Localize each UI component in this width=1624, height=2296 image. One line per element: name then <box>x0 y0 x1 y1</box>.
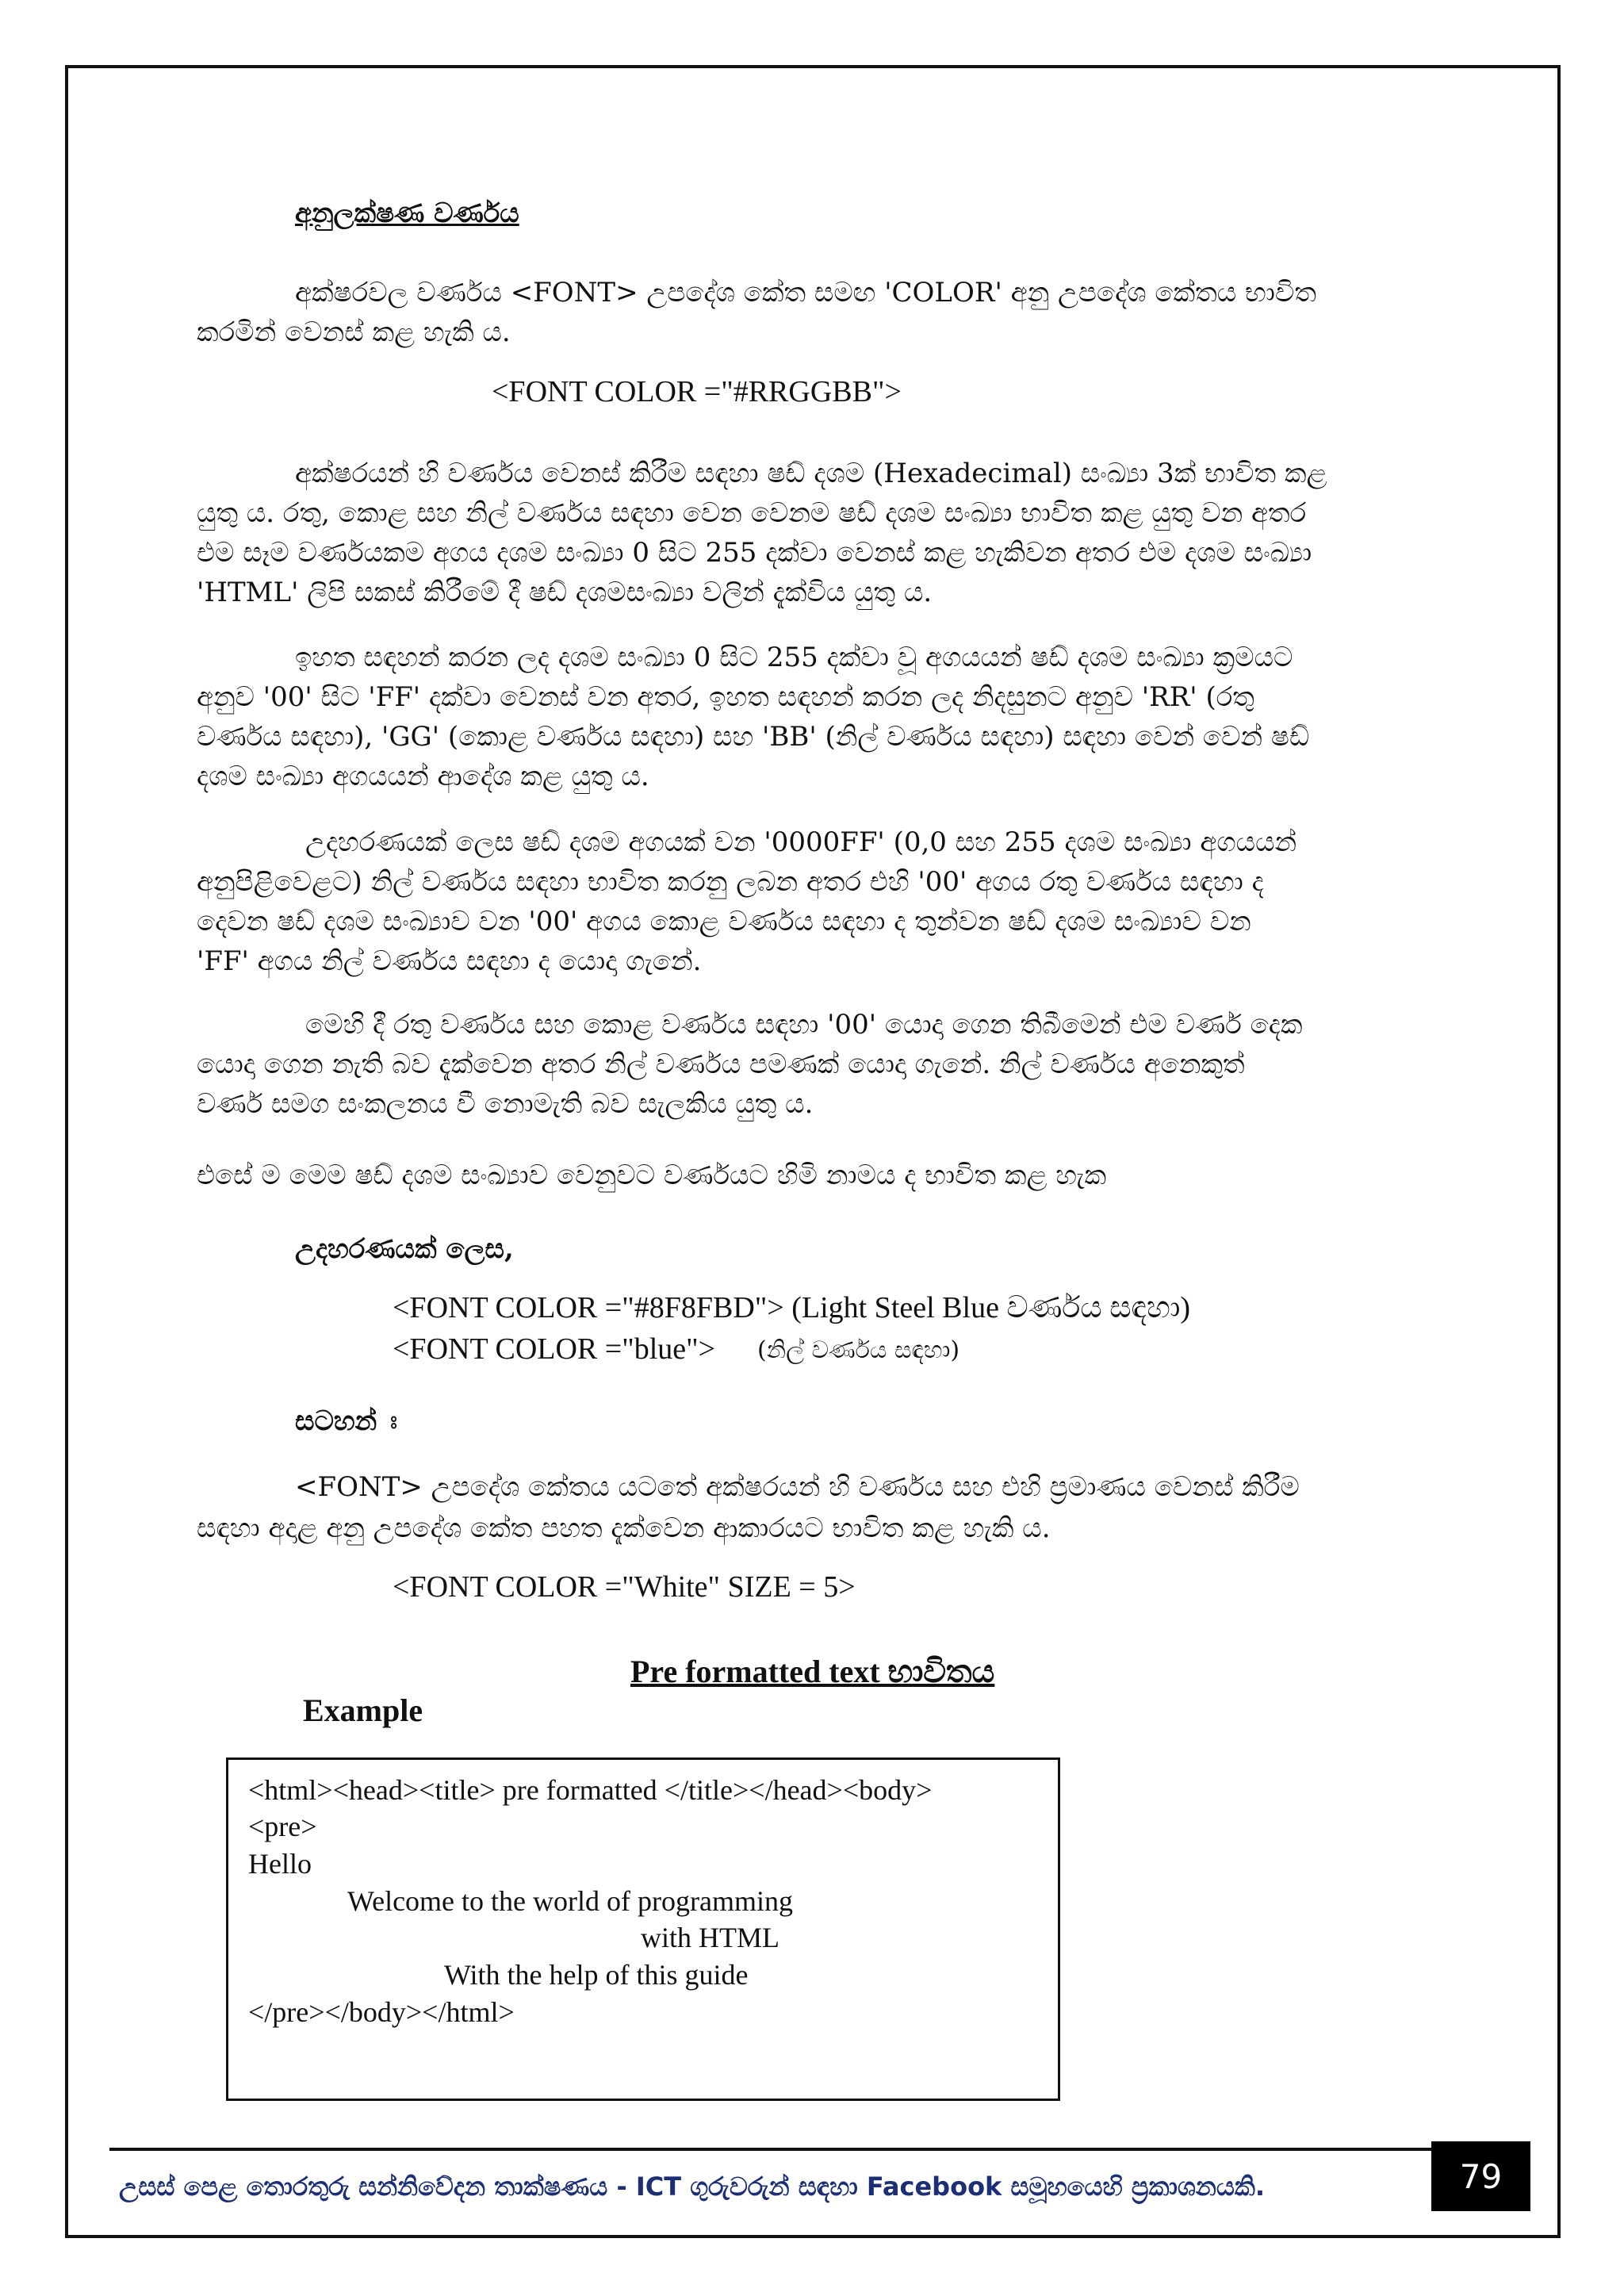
code-box-line-5: with HTML <box>641 1922 779 1953</box>
page-number: 79 <box>1431 2141 1530 2211</box>
paragraph-4-line-4: 'FF' අගය නිල් වර්ණය සඳහා ද යොදා ගැනේ. <box>197 945 702 977</box>
example-line-2-code: <FONT COLOR ="blue"> <box>393 1332 716 1366</box>
paragraph-1-line-1: අක්ෂරවල වර්ණය <FONT> උපදේශ කේත සමඟ 'COLOR' අනු උපදේශ කේතය භාවිත <box>295 277 1316 309</box>
code-box-line-4: Welcome to the world of programming <box>347 1885 793 1917</box>
paragraph-2-line-2: යුතු ය. රතු, කොළ සහ නිල් වර්ණය සඳහා වෙන වෙනම ෂඩ් දශම සංඛ්‍යා භාවිත කළ යුතු වන අතර <box>197 497 1307 529</box>
paragraph-5-line-3: වර්ණ සමග සංකලනය වී නොමැති බව සැලකිය යුතු ය. <box>197 1088 814 1120</box>
code-font-color-size: <FONT COLOR ="White" SIZE = 5> <box>393 1570 856 1604</box>
note-line-1: <FONT> උපදේශ කේතය යටතේ අක්ෂරයන් හි වර්ණය සහ එහි ප්‍රමාණය වෙනස් කිරීම <box>295 1471 1300 1503</box>
paragraph-4-line-1: උදහරණයක් ලෙස ෂඩ් දශම අගයක් වන '0000FF' (0,0 සහ 255 දශම සංඛ්‍යා අගයයන් <box>305 826 1297 858</box>
note-line-2: සඳහා අදාළ අනු උපදේශ කේත පහත දැක්වෙන ආකාරයට භාවිත කළ හැකි ය. <box>197 1512 1051 1544</box>
note-heading: සටහන් ඃ <box>295 1405 397 1437</box>
code-box-line-2: <pre> <box>248 1811 317 1842</box>
paragraph-3-line-3: වර්ණය සඳහා), 'GG' (කොළ වර්ණය සඳහා) සහ 'BB' (නිල් වර්ණය සඳහා) සඳහා වෙන් වෙන් ෂඩ් <box>197 721 1310 753</box>
example-line-2-note: (නිල් වර්ණය සඳහා) <box>757 1336 960 1364</box>
paragraph-2-line-1: අක්ෂරයන් හි වර්ණය වෙනස් කිරීම සඳහා ෂඩ් දශම (Hexadecimal) සංඛ්‍යා 3ක් භාවිත කළ <box>295 458 1327 489</box>
paragraph-5-line-2: යොදා ගෙන නැති බව දැක්වෙන අතර නිල් වර්ණය පමණක් යොදා ගැනේ. නිල් වර්ණය අනෙකුත් <box>197 1048 1245 1080</box>
code-box-line-1: <html><head><title> pre formatted </title></head><body> <box>248 1774 933 1806</box>
example-heading: උදහරණයක් ලෙස, <box>295 1233 514 1265</box>
paragraph-3-line-2: අනුව '00' සිට 'FF' දක්වා වෙනස් වන අතර, ඉහත සඳහන් කරන ලද නිදසුනට අනුව 'RR' (රතු <box>197 681 1254 713</box>
paragraph-1-line-2: කරමින් වෙනස් කළ හැකි ය. <box>197 316 511 348</box>
paragraph-3-line-1: ඉහත සඳහන් කරන ලද දශම සංඛ්‍යා 0 සිට 255 දක්වා වූ අගයයන් ෂඩ් දශම සංඛ්‍යා ක්‍රමයට <box>295 642 1293 673</box>
section-heading-font-color: අනුලක්ෂණ වර්ණය <box>295 197 519 229</box>
section-heading-pre-formatted: Pre formatted text භාවිතය <box>630 1654 995 1689</box>
paragraph-2-line-4: 'HTML' ලිපි සකස් කිරීමේ දී ෂඩ් දශමසංඛ්‍යා වලින් දැක්විය යුතු ය. <box>197 577 933 608</box>
footer-divider <box>109 2148 1529 2151</box>
paragraph-4-line-2: අනුපිළිවෙළට) නිල් වර්ණය සඳහා භාවිත කරනු ලබන අතර එහි '00' අගය රතු වර්ණය සඳහා ද <box>197 866 1264 898</box>
example-line-1: <FONT COLOR ="#8F8FBD"> (Light Steel Blue වර්ණය සඳහා) <box>393 1291 1190 1324</box>
footer-publication-note: උසස් පෙළ තොරතුරු සන්නිවේදන තාක්ෂණය - ICT ගුරුවරුන් සඳහා Facebook සමූහයෙහි ප්‍රකාශනයකි. <box>119 2171 1265 2202</box>
paragraph-4-line-3: දෙවන ෂඩ් දශම සංඛ්‍යාව වන '00' අගය කොළ වර්ණය සඳහා ද තුන්වන ෂඩ් දශම සංඛ්‍යාව වන <box>197 906 1251 937</box>
example-code-box <box>226 1757 1060 2101</box>
code-font-color-syntax: <FONT COLOR ="#RRGGBB"> <box>492 375 902 408</box>
code-box-line-7: </pre></body></html> <box>248 1996 515 2028</box>
paragraph-2-line-3: එම සෑම වර්ණයකම අගය දශම සංඛ්‍යා 0 සිට 255 දක්වා වෙනස් කළ හැකිවන අතර එම දශම සංඛ්‍යා <box>197 537 1312 569</box>
example-label: Example <box>303 1692 423 1728</box>
paragraph-6-line-1: එසේ ම මෙම ෂඩ් දශම සංඛ්‍යාව වෙනුවට වර්ණයට හිමි නාමය ද භාවිත කළ හැක <box>197 1159 1107 1191</box>
code-box-line-3: Hello <box>248 1848 312 1880</box>
paragraph-3-line-4: දශම සංඛ්‍යා අගයයන් ආදේශ කළ යුතු ය. <box>197 761 649 792</box>
code-box-line-6: With the help of this guide <box>444 1959 749 1991</box>
paragraph-5-line-1: මෙහි දී රතු වර්ණය සහ කොළ වර්ණය සඳහා '00' යොදා ගෙන තිබීමෙන් එම වර්ණ දෙක <box>305 1009 1303 1041</box>
